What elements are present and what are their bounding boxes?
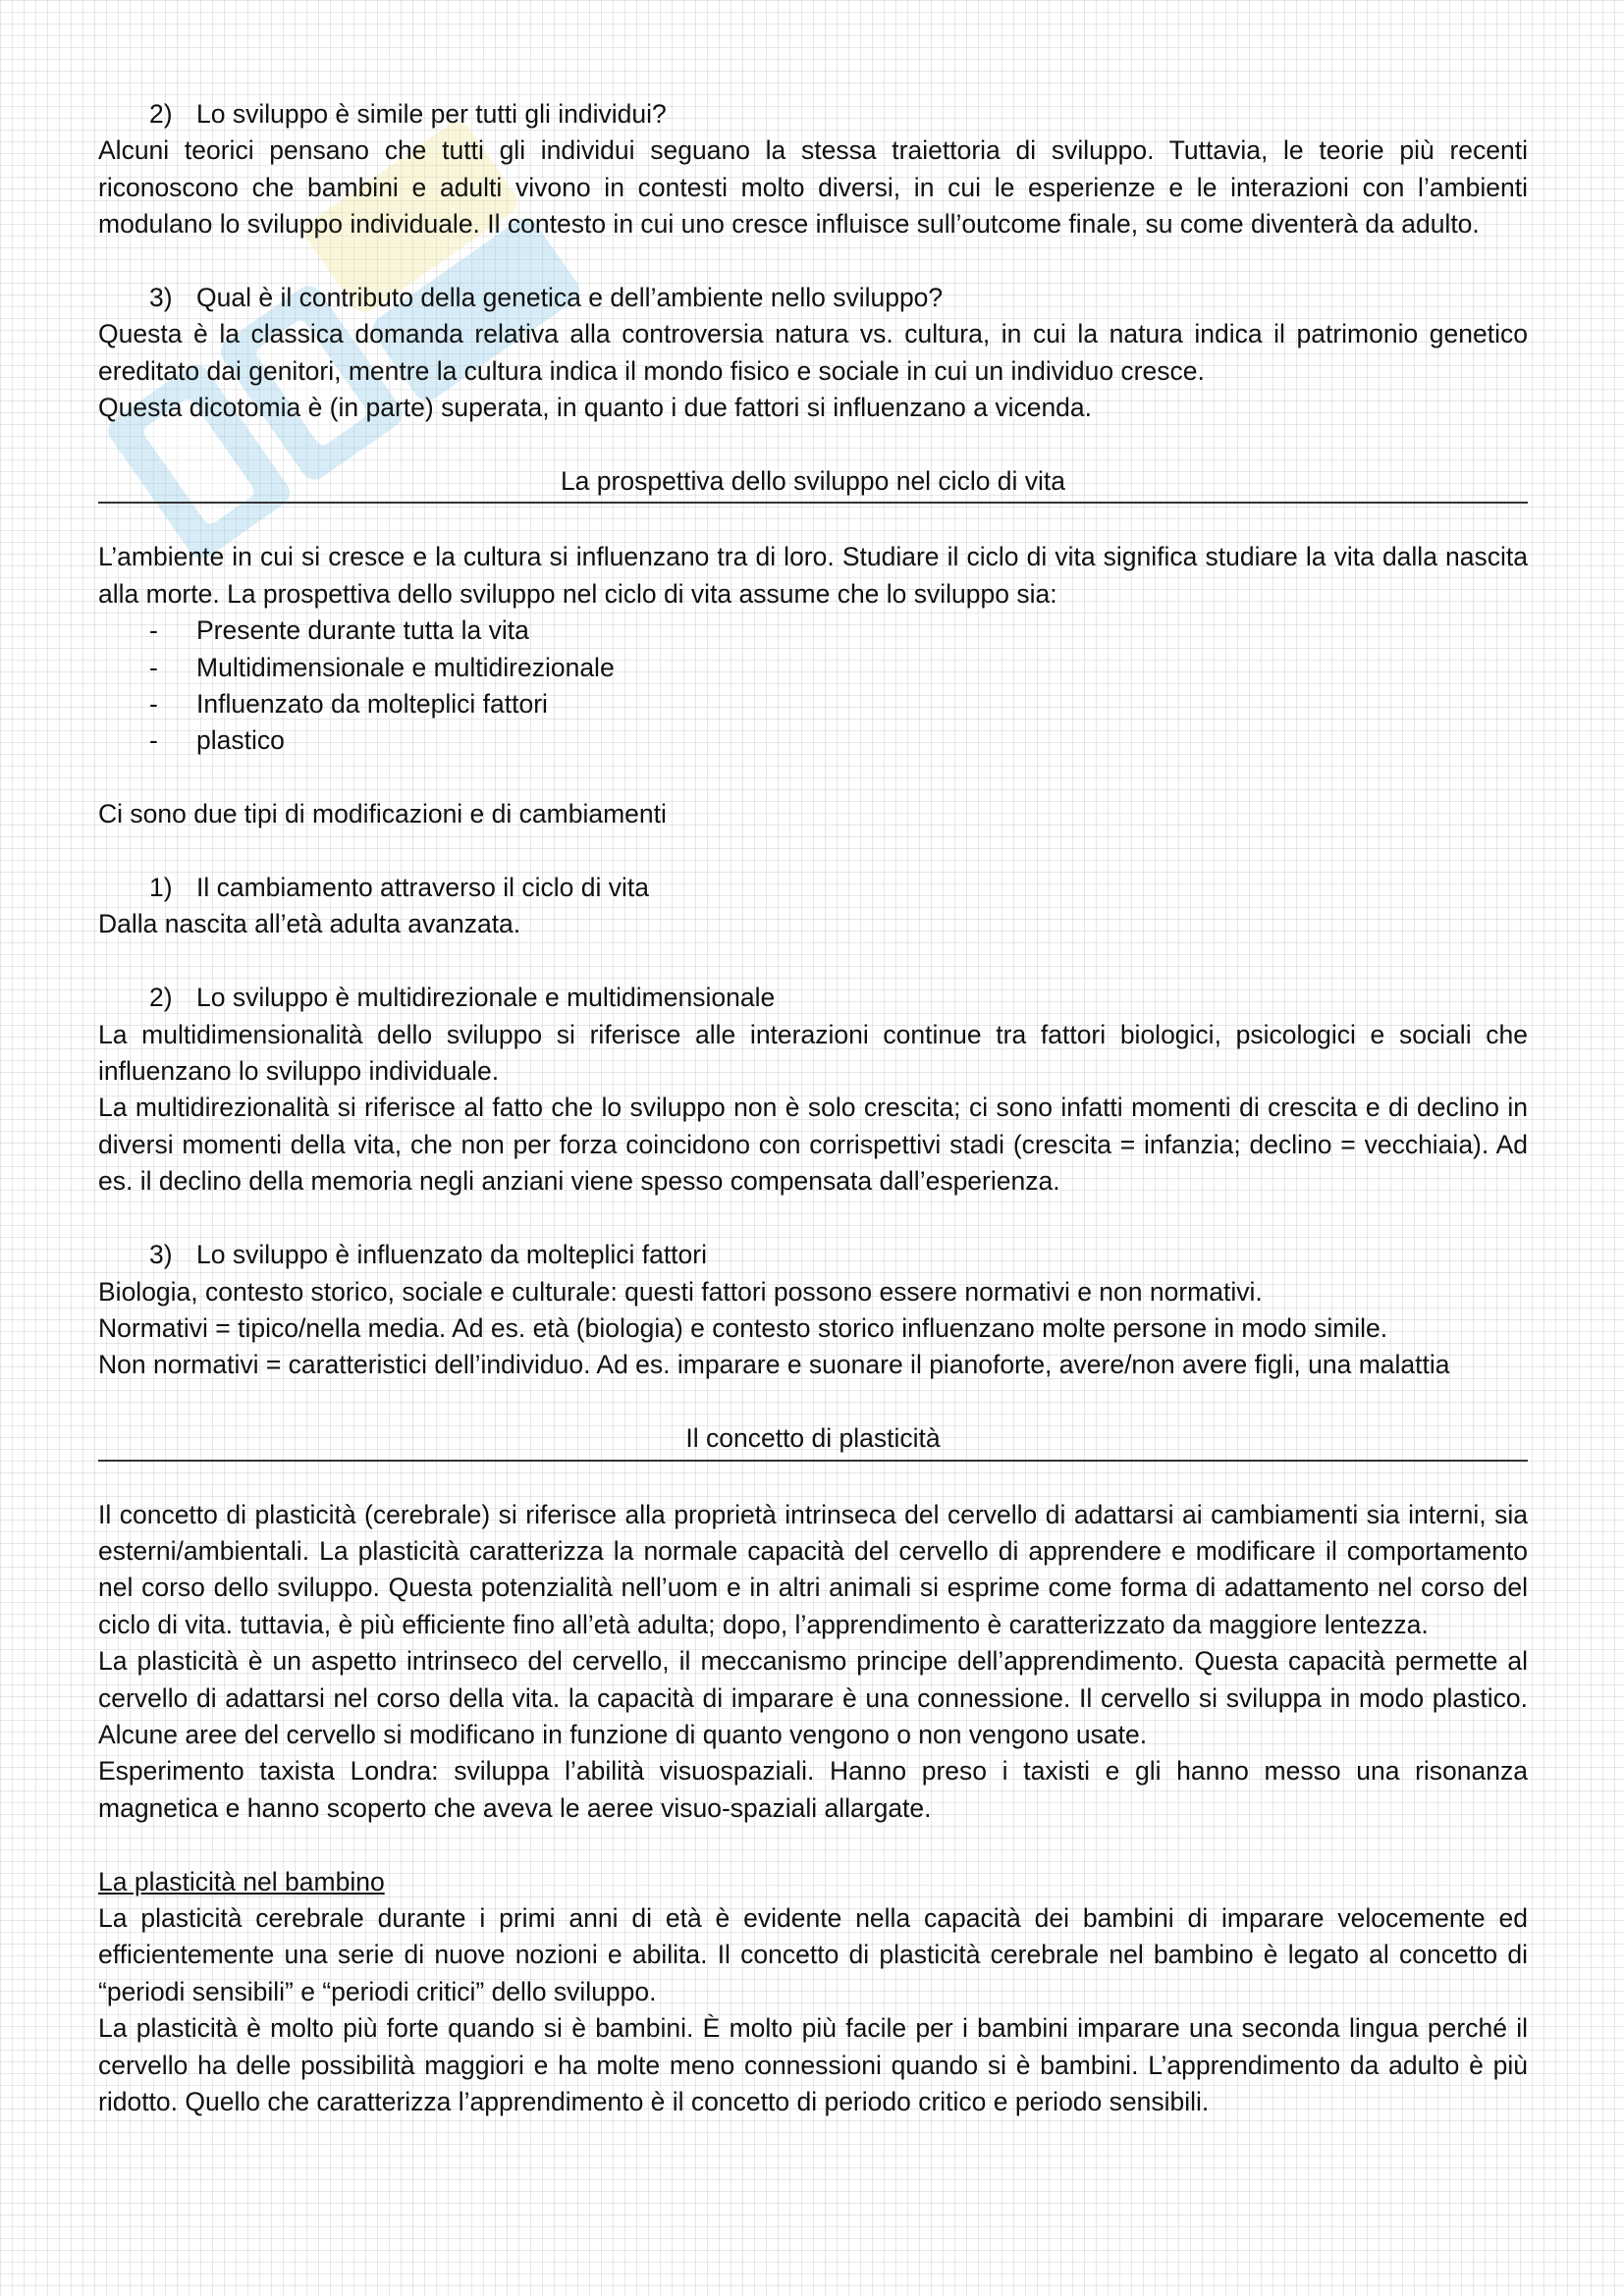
question-2-heading bbox=[98, 96, 1528, 133]
section-title: Il concetto di plasticità bbox=[98, 1420, 1528, 1461]
bullet-dash: - bbox=[149, 725, 158, 756]
list-item: - Presente durante tutta la vita bbox=[98, 613, 1528, 649]
paragraph: Esperimento taxista Londra: sviluppa l’abilità visuospaziali. Hanno preso i taxisti e gli hanno messo una risonanza magnetica e hanno scoperto che aveva le aeree visuo-spaziali allargate. bbox=[98, 1756, 1528, 1823]
question-title: Lo sviluppo è simile per tutti gli individui? bbox=[196, 99, 667, 129]
change-2-heading bbox=[98, 980, 1528, 1016]
document-page bbox=[98, 96, 1528, 2120]
paragraph: Il concetto di plasticità (cerebrale) si riferisce alla proprietà intrinseca del cervello di adattarsi ai cambiamenti sia interni, sia esterni/ambientali. La plasticità caratterizza la normale capacità del cervello di apprendere e modificare il comportamento nel corso dello sviluppo. Questa potenzialità nell’uom e in altri animali si esprime come forma di adattamento nel corso del ciclo di vita. tuttavia, è più efficiente fino all’età adulta; dopo, l’apprendimento è caratterizzato da maggiore lentezza. bbox=[98, 1499, 1528, 1639]
paragraph: L’ambiente in cui si cresce e la cultura si influenzano tra di loro. Studiare il ciclo di vita significa studiare la vita dalla nascita alla morte. La prospettiva dello sviluppo nel ciclo di vita assume che lo sviluppo sia: bbox=[98, 542, 1528, 609]
bullet-dash: - bbox=[149, 652, 158, 682]
item-title: Il cambiamento attraverso il ciclo di vita bbox=[196, 873, 649, 903]
paragraph: Biologia, contesto storico, sociale e culturale: questi fattori possono essere normativi e non normativi. bbox=[98, 1276, 1263, 1307]
list-item: - Multidimensionale e multidirezionale bbox=[98, 650, 1528, 686]
list-number: 1) bbox=[149, 873, 173, 903]
bullet-dash: - bbox=[149, 615, 158, 646]
change-1-heading bbox=[98, 870, 1528, 906]
paragraph: Ci sono due tipi di modificazioni e di cambiamenti bbox=[98, 799, 667, 829]
question-3-heading bbox=[98, 280, 1528, 316]
list-number: 3) bbox=[149, 1240, 173, 1270]
paragraph: La multidirezionalità si riferisce al fatto che lo sviluppo non è solo crescita; ci sono infatti momenti di crescita e di declino in diversi momenti della vita, che non per forza coincidono con corrispettivi stadi (crescita = infanzia; declino = vecchiaia). Ad es. il declino della memoria negli anziani viene spesso compensata dall’esperienza. bbox=[98, 1093, 1528, 1197]
paragraph: Alcuni teorici pensano che tutti gli individui seguano la stessa traiettoria di sviluppo. Tuttavia, le teorie più recenti riconoscono che bambini e adulti vivono in contesti molto diversi, in cui le esperienze e le interazioni con l’ambienti modulano lo sviluppo individuale. Il contesto in cui uno cresce influisce sull’outcome finale, su come diventerà da adulto. bbox=[98, 135, 1528, 240]
paragraph: Questa dicotomia è (in parte) superata, in quanto i due fattori si influenzano a vicenda. bbox=[98, 393, 1093, 423]
list-number: 2) bbox=[149, 99, 173, 129]
subsection-title: La plasticità nel bambino bbox=[98, 1866, 385, 1896]
paragraph: Normativi = tipico/nella media. Ad es. età (biologia) e contesto storico influenzano molte persone in modo simile. bbox=[98, 1312, 1388, 1343]
change-3-heading bbox=[98, 1237, 1528, 1273]
list-item: - Influenzato da molteplici fattori bbox=[98, 686, 1528, 722]
paragraph: Non normativi = caratteristici dell’individuo. Ad es. imparare e suonare il pianoforte, avere/non avere figli, una malattia bbox=[98, 1350, 1450, 1380]
list-number: 2) bbox=[149, 983, 173, 1013]
item-title: Lo sviluppo è influenzato da molteplici fattori bbox=[196, 1240, 707, 1270]
bullet-dash: - bbox=[149, 689, 158, 720]
paragraph: La plasticità è molto più forte quando si è bambini. È molto più facile per i bambini imparare una seconda lingua perché il cervello ha delle possibilità maggiori e ha molte meno connessioni quando si è bambini. L’apprendimento da adulto è più ridotto. Quello che caratterizza l’apprendimento è il concetto di periodo critico e periodo sensibili. bbox=[98, 2013, 1528, 2116]
paragraph: La multidimensionalità dello sviluppo si riferisce alle interazioni continue tra fattori biologici, psicologici e sociali che influenzano lo sviluppo individuale. bbox=[98, 1019, 1528, 1087]
question-title: Qual è il contributo della genetica e dell’ambiente nello sviluppo? bbox=[196, 283, 944, 313]
paragraph: Dalla nascita all’età adulta avanzata. bbox=[98, 909, 521, 939]
paragraph: La plasticità è un aspetto intrinseco del cervello, il meccanismo principe dell’apprendimento. Questa capacità permette al cervello di adattarsi nel corso della vita. la capacità di imparare è una connessione. Il cervello si sviluppa in modo plastico. Alcune aree del cervello si modificano in funzione di quanto vengono o non vengono usate. bbox=[98, 1646, 1528, 1749]
paragraph: La plasticità cerebrale durante i primi anni di età è evidente nella capacità dei bambini di imparare velocemente ed efficientemente una serie di nuove nozioni e abilita. Il concetto di plasticità cerebrale nel bambino è legato al concetto di “periodi sensibili” e “periodi critici” dello sviluppo. bbox=[98, 1902, 1528, 2006]
paragraph: Questa è la classica domanda relativa alla controversia natura vs. cultura, in cui la natura indica il patrimonio genetico ereditato dai genitori, mentre la cultura indica il mondo fisico e sociale in cui un individuo cresce. bbox=[98, 319, 1528, 386]
item-title: Lo sviluppo è multidirezionale e multidimensionale bbox=[196, 983, 776, 1013]
section-title: La prospettiva dello sviluppo nel ciclo di vita bbox=[98, 463, 1528, 504]
list-number: 3) bbox=[149, 283, 173, 313]
list-item: - plastico bbox=[98, 722, 1528, 759]
